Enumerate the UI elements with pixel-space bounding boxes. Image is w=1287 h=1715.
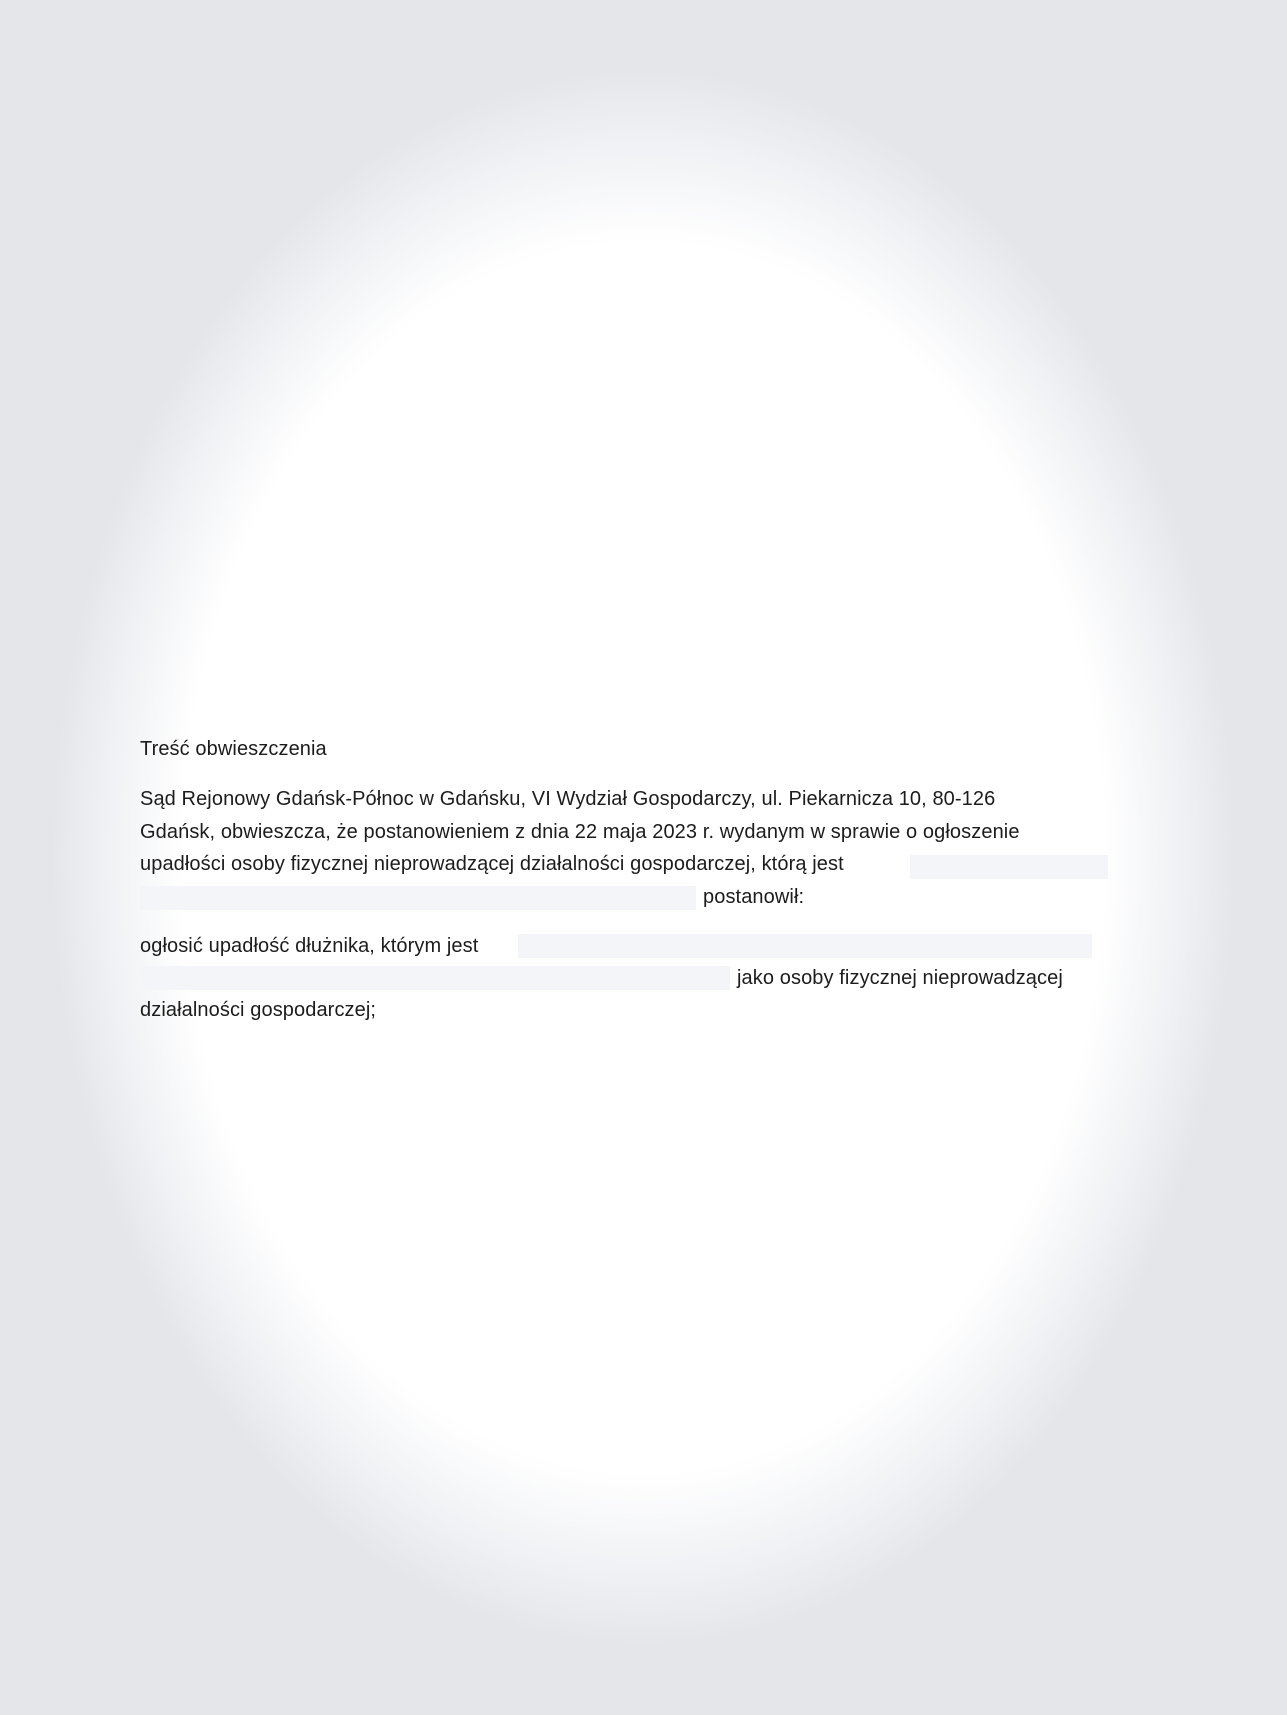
redacted-name-1b [140, 886, 696, 910]
redacted-name-2a [518, 934, 1092, 958]
redacted-name-2b [140, 966, 730, 990]
paragraph1-line4: postanowił: [703, 886, 805, 908]
paragraph1-line2: Gdańsk, obwieszcza, że postanowieniem z dnia 22 maja 2023 r. wydanym w sprawie o ogłoszenie [140, 821, 1020, 843]
paragraph1-line3: upadłości osoby fizycznej nieprowadzącej działalności gospodarczej, którą jest [140, 853, 844, 875]
paragraph2-line1: ogłosić upadłość dłużnika, którym jest [140, 935, 479, 957]
paragraph2-line2: jako osoby fizycznej nieprowadzącej [737, 967, 1063, 989]
paragraph2-line3: działalności gospodarczej; [140, 999, 377, 1021]
redacted-name-1a [910, 855, 1108, 879]
document-heading: Treść obwieszczenia [140, 738, 327, 760]
paragraph1-line1: Sąd Rejonowy Gdańsk-Północ w Gdańsku, VI Wydział Gospodarczy, ul. Piekarnicza 10, 80-126 [140, 788, 996, 810]
